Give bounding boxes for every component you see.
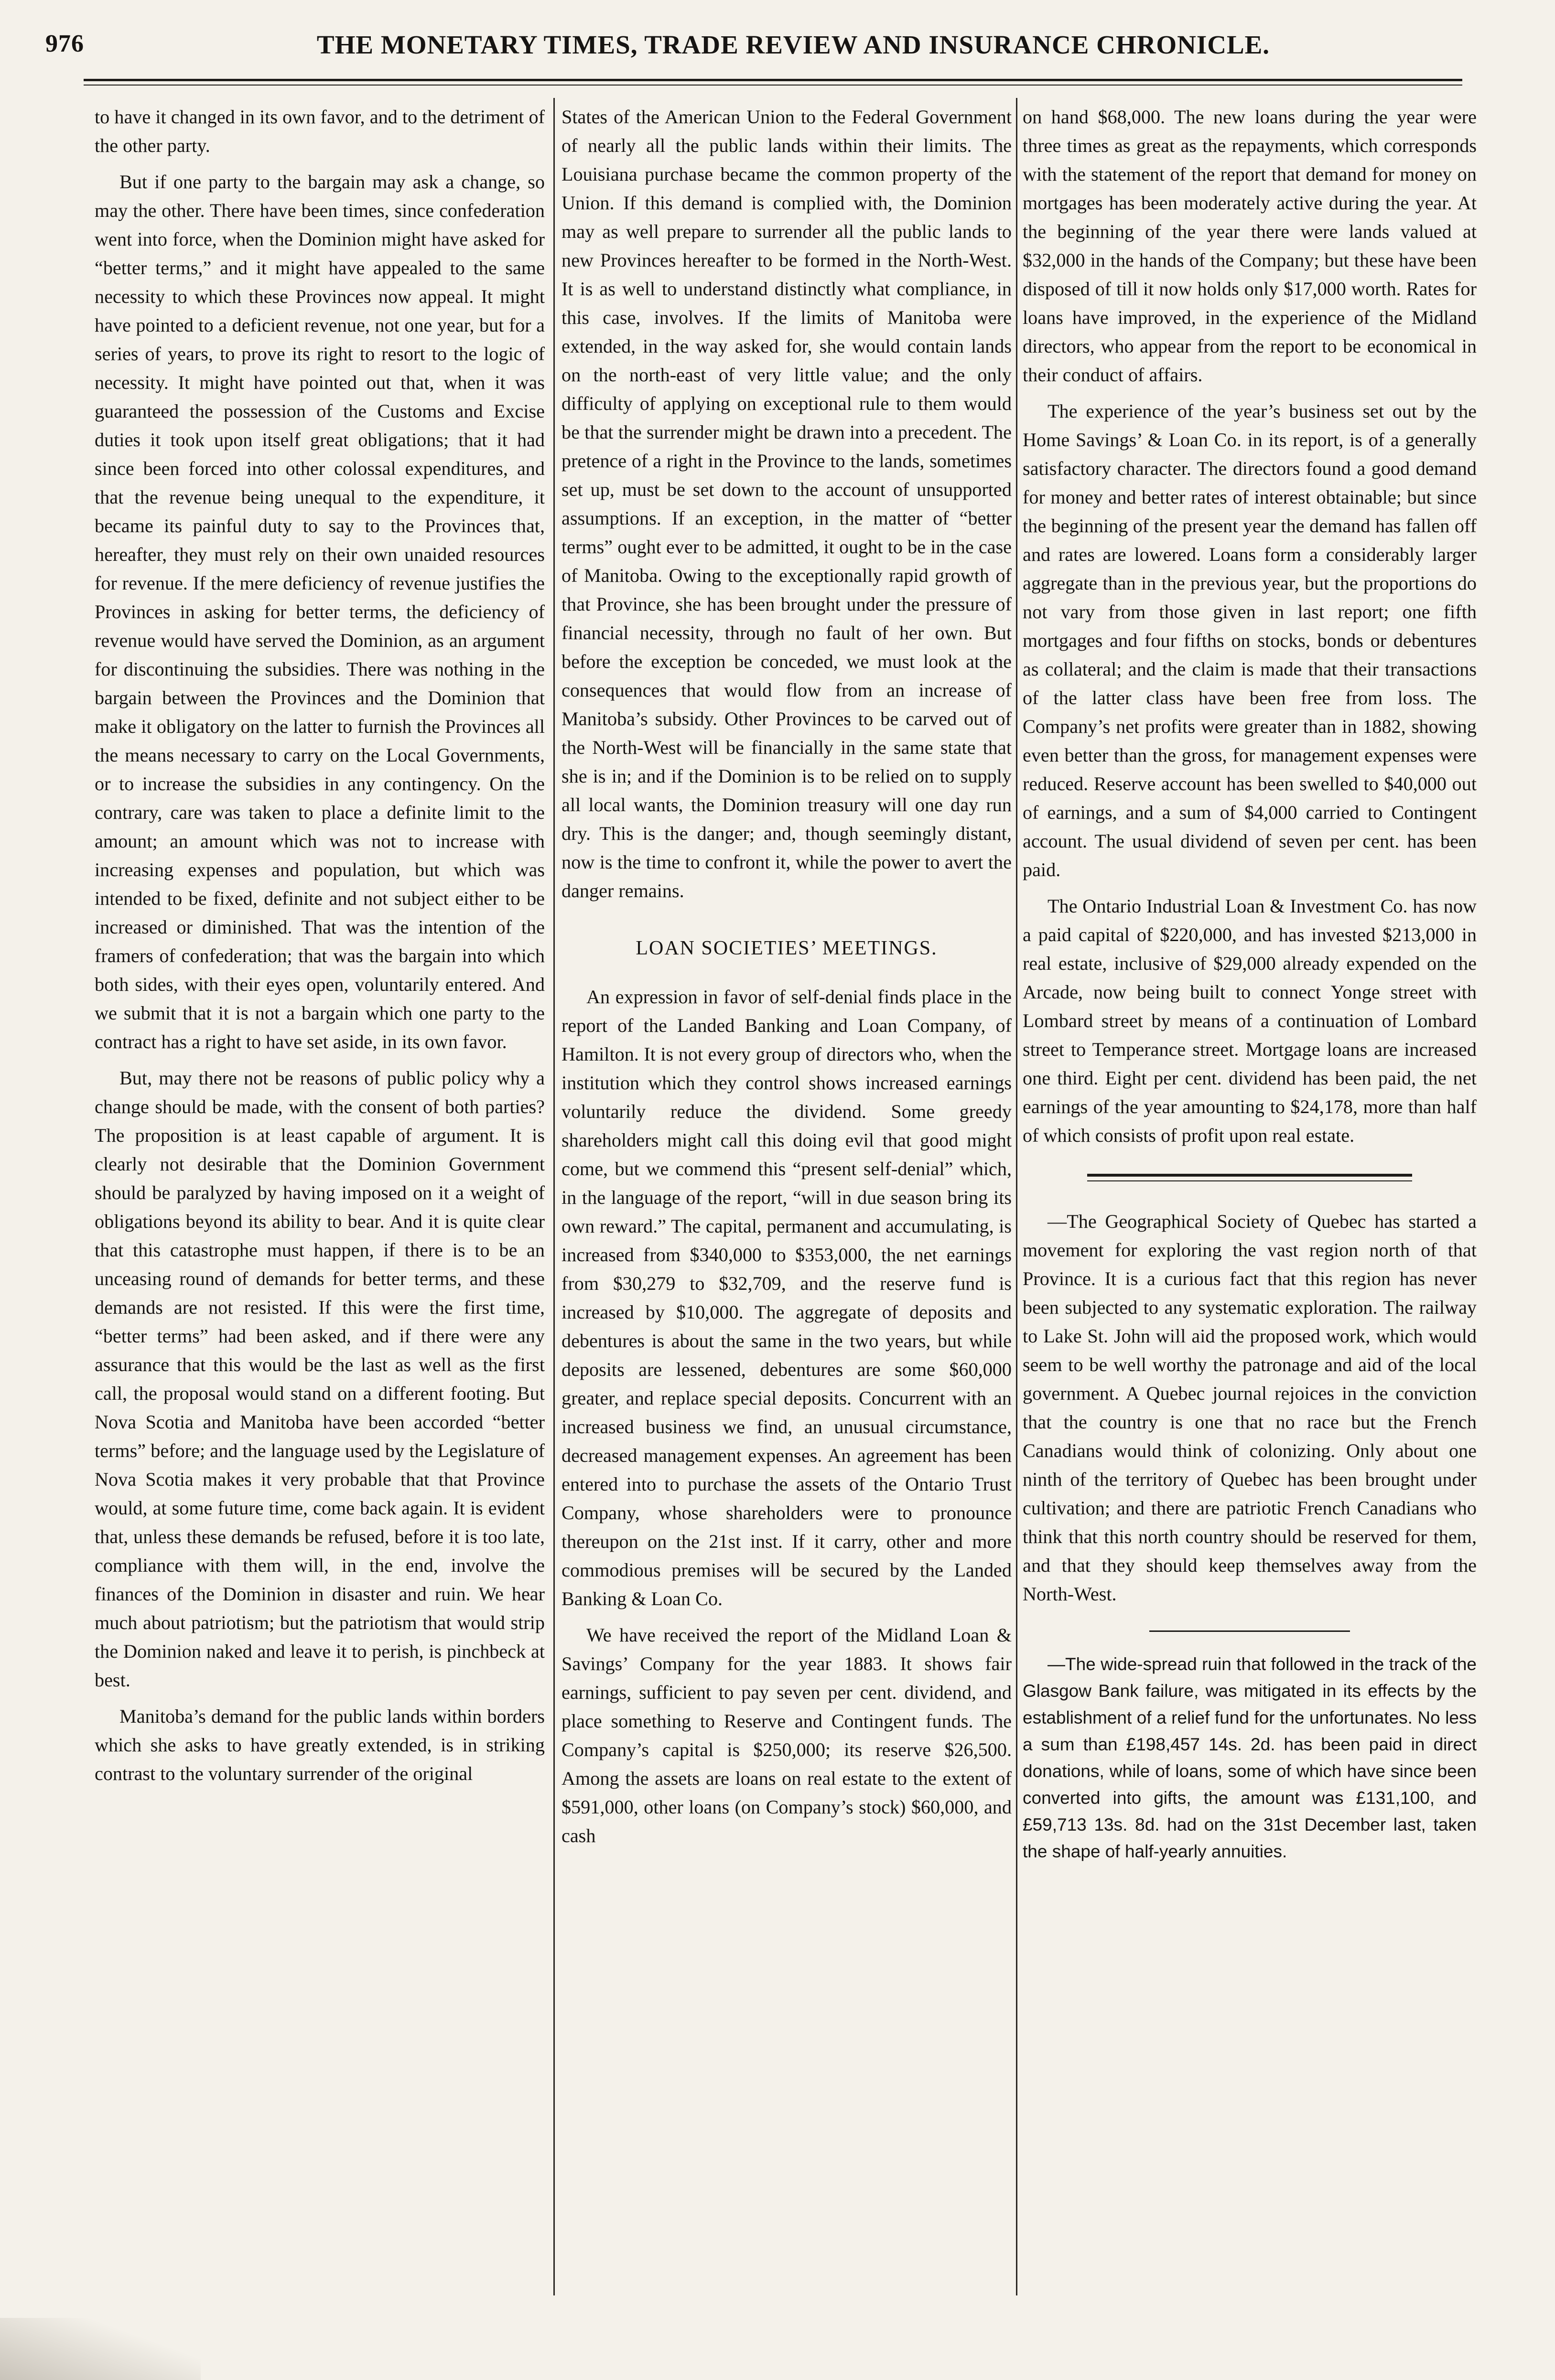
column-divider-2 — [1016, 98, 1017, 2295]
paragraph: The experience of the year’s business set out by the Home Savings’ & Loan Co. in its report, is of a generally satisfactory character. The directors found a good demand for money and better rates of interest obtainable; but since the beginning of the present year the demand has fallen off and rates are lowered. Loans form a considerably larger aggregate than in the previous year, but the proportions do not vary from those given in last report; one fifth mortgages and four fifths on stocks, bonds or debentures as collateral; and the claim is made that their transactions of the latter class have been free from loss. The Company’s net profits were greater than in 1882, showing even better than the gross, for management expenses were reduced. Reserve account has been swelled to $40,000 out of earnings, and a sum of $4,000 carried to Contingent account. The usual dividend of seven per cent. has been paid. — [1023, 400, 1477, 880]
section-heading: LOAN SOCIETIES’ MEETINGS. — [636, 937, 938, 959]
header-rule-thin — [84, 85, 1462, 86]
header-rule-thick — [84, 79, 1462, 81]
section-divider — [1087, 1174, 1412, 1181]
paragraph: —The wide-spread ruin that followed in the track of the Glasgow Bank failure, was mitigated in its effects by the establishment of a relief fund for the unfortunates. No less a sum than £198,457 14s. 2d. has been paid in direct donations, while of loans, some of which have since been converted into gifts, the amount was £131,100, and £59,713 13s. 8d. had on the 31st December last, taken the shape of half-yearly annuities. — [1023, 1654, 1477, 1861]
article-column-2 — [562, 103, 1012, 1858]
paragraph: An expression in favor of self-denial finds place in the report of the Landed Banking and Loan Company, of Hamilton. It is not every group of directors who, when the institution which they control shows increased earnings voluntarily reduce the dividend. Some greedy shareholders might call this doing evil that good might come, but we commend this “present self-denial” which, in the language of the report, “will in due season bring its own reward.” The capital, permanent and accumulating, is increased from $340,000 to $353,000, the net earnings from $30,279 to $32,709, and the reserve fund is increased by $10,000. The aggregate of deposits and debentures is about the same in the two years, but while deposits are lessened, debentures are some $60,000 greater, and replace special deposits. Concurrent with an increased business we find, an unusual circumstance, decreased management expenses. An agreement has been entered into to purchase the assets of the Ontario Trust Company, whose shareholders were to pronounce thereupon on the 21st inst. If it carry, other and more commodious premises will be secured by the Landed Banking & Loan Co. — [562, 986, 1012, 1609]
scan-edge-shadow — [0, 2318, 201, 2380]
page-number: 976 — [45, 30, 84, 57]
paragraph: —The Geographical Society of Quebec has started a movement for exploring the vast region north of that Province. It is a curious fact that this region has never been subjected to any systematic exploration. The railway to Lake St. John will aid the proposed work, which would seem to be well worthy the patronage and aid of the local government. A Quebec journal rejoices in the conviction that the country is one that no race but the French Canadians would think of colonizing. Only about one ninth of the territory of Quebec has been brought under cultivation; and there are patriotic French Canadians who think that this north country should be reserved for them, and that they should keep themselves away from the North-West. — [1023, 1211, 1477, 1605]
paragraph: But if one party to the bargain may ask a change, so may the other. There have been times, since confederation went into force, when the Dominion might have asked for “better terms,” and it might have appealed to the same necessity to which these Provinces now appeal. It might have pointed to a deficient revenue, not one year, but for a series of years, to prove its right to resort to the logic of necessity. It might have pointed out that, when it was guaranteed the possession of the Customs and Excise duties it took upon itself great obligations; that it had since been forced into other colossal expenditures, and that the revenue being unequal to the expenditure, it became its painful duty to say to the Provinces that, hereafter, they must rely on their own unaided resources for revenue. If the mere deficiency of revenue justifies the Provinces in asking for better terms, the deficiency of revenue would have served the Dominion, as an argument for discontinuing the subsidies. There was nothing in the bargain between the Provinces and the Dominion that make it obligatory on the latter to furnish the Provinces all the means necessary to carry on the Local Governments, or to increase the subsidies in any contingency. On the contrary, care was taken to place a definite limit to the amount; an amount which was not to increase with increasing expenses and population, but which was intended to be fixed, definite and not subject either to be increased or diminished. That was the intention of the framers of confederation; that was the bargain into which both sides, with their eyes open, voluntarily entered. And we submit that it is not a bargain which one party to the contract has a right to have set aside, in its own favor. — [95, 171, 545, 1052]
paragraph: on hand $68,000. The new loans during the year were three times as great as the repayments, which corresponds with the statement of the report that demand for money on mortgages has been moderately active during the year. At the beginning of the year there were lands valued at $32,000 in the hands of the Company; but these have been disposed of till it now holds only $17,000 worth. Rates for loans have improved, in the experience of the Midland directors, who appear from the report to be economical in their conduct of affairs. — [1023, 106, 1477, 386]
paragraph: The Ontario Industrial Loan & Investment Co. has now a paid capital of $220,000, and has invested $213,000 in real estate, inclusive of $29,000 already expended on the Arcade, now being built to connect Yonge street with Lombard street by means of a continuation of Lombard street to Temperance street. Mortgage loans are increased one third. Eight per cent. dividend has been paid, the net earnings of the year amounting to $24,178, more than half of which consists of profit upon real estate. — [1023, 895, 1477, 1146]
page-header — [45, 25, 1484, 63]
article-column-1 — [95, 103, 545, 1796]
paragraph: We have received the report of the Midland Loan & Savings’ Company for the year 1883. It shows fair earnings, sufficient to pay seven per cent. dividend, and place something to Reserve and Contingent funds. The Company’s capital is $250,000; its reserve $26,500. Among the assets are loans on real estate to the extent of $591,000, other loans (on Company’s stock) $60,000, and cash — [562, 1624, 1012, 1846]
paragraph: Manitoba’s demand for the public lands within borders which she asks to have greatly extended, is in striking contrast to the voluntary surrender of the original — [95, 1705, 545, 1784]
column-divider-1 — [553, 98, 555, 2295]
paragraph: States of the American Union to the Federal Government of nearly all the public lands within their limits. The Louisiana purchase became the common property of the Union. If this demand is complied with, the Dominion may as well prepare to surrender all the public lands to new Provinces hereafter to be formed in the North-West. It is as well to understand distinctly what compliance, in this case, involves. If the limits of Manitoba were extended, in the way asked for, she would contain lands on the north-east of very little value; and the only difficulty of applying on exceptional rule to them would be that the surrender might be drawn into a precedent. The pretence of a right in the Province to the lands, sometimes set up, must be set down to the account of unsupported assumptions. If an exception, in the matter of “better terms” ought ever to be admitted, it ought to be in the case of Manitoba. Owing to the exceptionally rapid growth of that Province, she has been brought under the pressure of financial necessity, through no fault of her own. But before the exception be conceded, we must look at the consequences that would flow from an increase of Manitoba’s subsidy. Other Provinces to be carved out of the North-West will be financially in the same state that she is in; and if the Dominion is to be relied on to supply all local wants, the Dominion treasury will one day run dry. This is the danger; and, though seemingly distant, now is the time to confront it, while the power to avert the danger remains. — [562, 106, 1012, 901]
paragraph: But, may there not be reasons of public policy why a change should be made, with the consent of both parties? The proposition is at least capable of argument. It is clearly not desirable that the Dominion Government should be paralyzed by having imposed on it a weight of obligations beyond its ability to bear. And it is quite clear that this catastrophe must happen, if there is to be an unceasing round of demands for better terms, and these demands are not resisted. If this were the first time, “better terms” had been asked, and if there were any assurance that this would be the last as well as the first call, the proposal would stand on a different footing. But Nova Scotia and Manitoba have been accorded “better terms” before; and the language used by the Legislature of Nova Scotia makes it very probable that that Province would, at some future time, come back again. It is evident that, unless these demands be refused, before it is too late, compliance with them will, in the end, involve the finances of the Dominion in disaster and ruin. We hear much about patriotism; but the patriotism that would strip the Dominion naked and leave it to perish, is pinchbeck at best. — [95, 1067, 545, 1691]
paragraph: to have it changed in its own favor, and to the detriment of the other party. — [95, 106, 545, 156]
article-column-3 — [1023, 103, 1477, 1873]
journal-title: THE MONETARY TIMES, TRADE REVIEW AND INSURANCE CHRONICLE. — [316, 30, 1270, 59]
section-divider — [1149, 1630, 1350, 1632]
